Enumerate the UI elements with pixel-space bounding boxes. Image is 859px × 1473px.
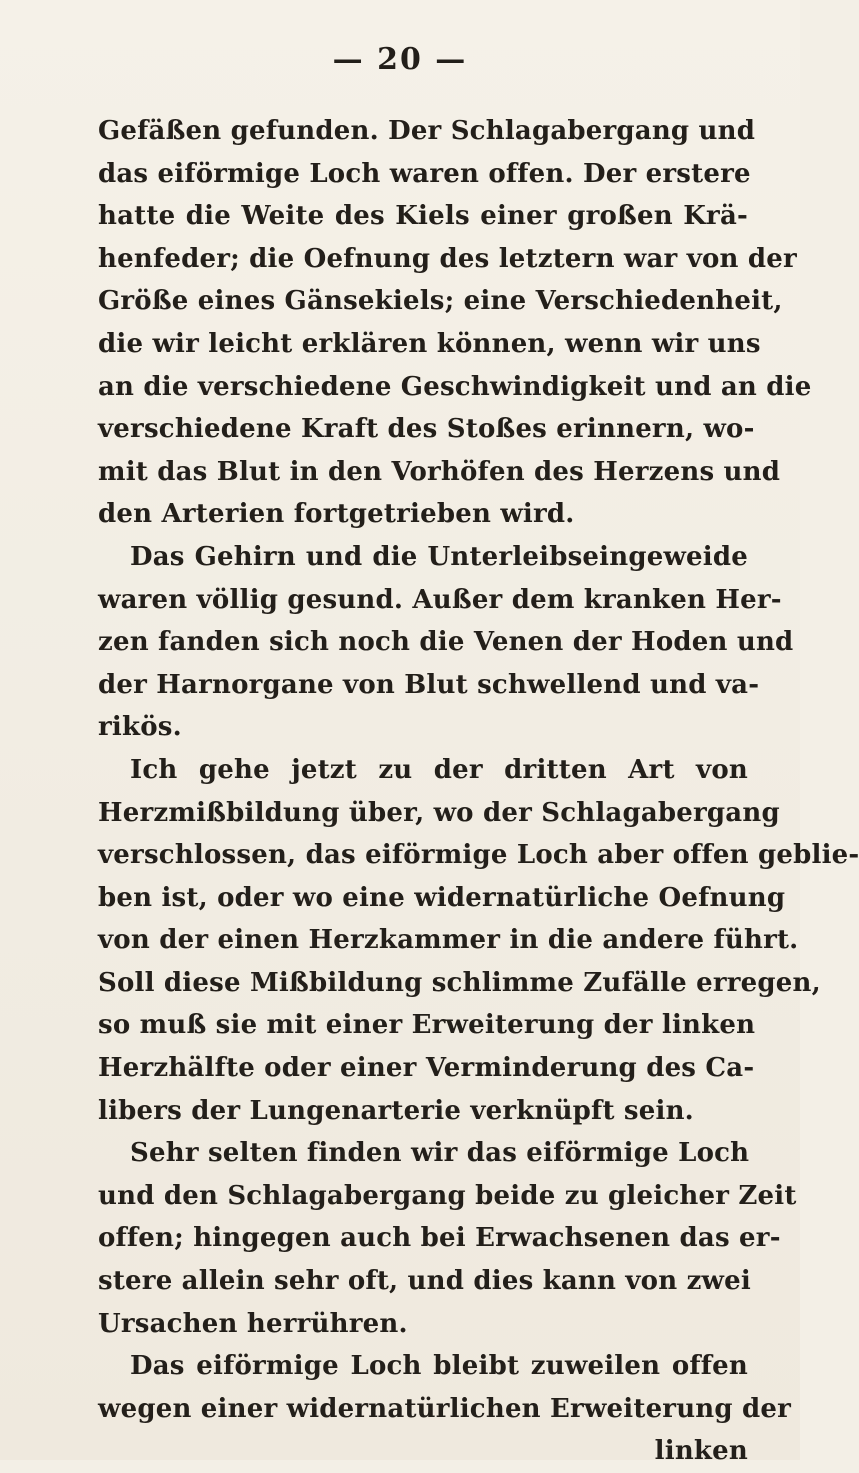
text-line: stere allein sehr oft, und dies kann von zwei	[98, 1266, 751, 1297]
text-line: und den Schlagabergang beide zu gleicher Zeit	[98, 1180, 797, 1211]
page-number: — 20 —	[332, 42, 468, 77]
text-line: Herzhälfte oder einer Verminderung des Ca-	[98, 1053, 755, 1084]
text-line: wegen einer widernatürlichen Erweiterung der	[98, 1393, 792, 1424]
text-line: offen; hingegen auch bei Erwachsenen das er-	[98, 1223, 781, 1254]
text-line: die wir leicht erklären können, wenn wir uns	[98, 328, 761, 359]
text-line: das eiförmige Loch waren offen. Der erstere	[98, 158, 751, 189]
text-line: Ursachen herrühren.	[98, 1308, 408, 1339]
text-line: hatte die Weite des Kiels einer großen Krä-	[98, 201, 748, 232]
text-line: ben ist, oder wo eine widernatürliche Oefnung	[98, 882, 786, 913]
text-line: Ich gehe jetzt zu der dritten Art von	[130, 754, 748, 785]
text-line: zen fanden sich noch die Venen der Hoden und	[98, 627, 794, 658]
text-line: verschlossen, das eiförmige Loch aber offen geblie-	[98, 840, 859, 871]
text-line: libers der Lungenarterie verknüpft sein.	[98, 1095, 694, 1126]
text-line: Gefäßen gefunden. Der Schlagabergang und	[98, 116, 756, 146]
text-line: an die verschiedene Geschwindigkeit und an die	[98, 371, 812, 402]
text-line: Soll diese Mißbildung schlimme Zufälle erregen,	[98, 967, 821, 998]
text-line: der Harnorgane von Blut schwellend und va-	[98, 669, 760, 700]
text-line: von der einen Herzkammer in die andere führt.	[98, 925, 799, 956]
catchword: linken	[654, 1436, 748, 1467]
text-line: henfeder; die Oefnung des letztern war von der	[98, 243, 797, 274]
text-line: so muß sie mit einer Erweiterung der linken	[98, 1010, 756, 1041]
body-text	[98, 110, 859, 1473]
text-line: den Arterien fortgetrieben wird.	[98, 499, 575, 530]
text-line: rikös.	[98, 712, 182, 743]
text-line: Sehr selten finden wir das eiförmige Loch	[130, 1138, 750, 1169]
text-line: waren völlig gesund. Außer dem kranken Her-	[98, 584, 782, 615]
text-line: verschiedene Kraft des Stoßes erinnern, wo-	[98, 414, 755, 445]
text-line: Das eiförmige Loch bleibt zuweilen offen	[130, 1351, 748, 1382]
text-line: Herzmißbildung über, wo der Schlagabergang	[98, 797, 780, 828]
text-line: Größe eines Gänsekiels; eine Verschiedenheit,	[98, 286, 783, 317]
text-line: Das Gehirn und die Unterleibseingeweide	[130, 541, 748, 572]
text-line: mit das Blut in den Vorhöfen des Herzens und	[98, 456, 781, 487]
